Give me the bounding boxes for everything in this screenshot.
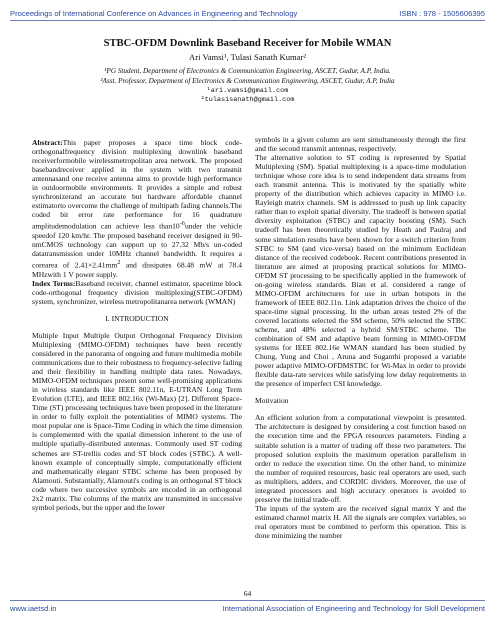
right-column — [255, 135, 466, 540]
paper-title: STBC-OFDM Downlink Baseband Receiver for Mobile WMAN — [103, 38, 392, 49]
affiliation-2: ²Asst. Professor, Department of Electronics & Communication Engineering, ASCET, Gudur, A.P, India — [100, 77, 395, 85]
abstract-text-end: and dissipates 68.48 mW at 78.4 MHzwith 1 V power supply. — [32, 260, 242, 279]
author-list: Ari Vamsi¹, Tulasi Sanath Kumar² — [189, 52, 306, 62]
association-name: International Association of Engineering and Technology for Skill Development — [222, 604, 485, 613]
email-1: ¹ari.vamsi@gmail.com — [206, 87, 289, 95]
paragraph-1: symbols in a given column are sent simultaneously through the first and the second transmit antennas, respectively. — [255, 135, 466, 154]
paragraph-2: The alternative solution to ST coding is represented by Spatial Multiplexing (SM). Spatial multiplexing is a space-time modulation technique whose core idea is to send independent data streams from each transmit antenna. This is motivated by the spatially white property of the distribution which achieves capacity in MIMO i.e. Rayleigh matrix channels. SM is addressed to push up link capacity rather than to exploit spatial diversity. The tradeoff is between spatial diversity exploitation (STBC) and capacity boosting (SM). Such tradeoff has been theoretically studied by Heath and Paulraj and some simulation results have been shown for a switch criterion from STBC to SM (and vice-versa) based on the minimum Euclidean distance of the received codebook. Recent contributions presented in literature are aimed at proposing practical solutions for MIMO-OFDM ST processing to be specifically applied in the framework of on-going wireless standards. Bian et al. considered a range of MIMO-OFDM architectures for use in urban hotspots in the framework of IEEE 802.11n. Link adaptation drives the choice of the space-time signal processing. In the urban areas tested 2% of the covered locations selected the SM scheme, 50% selected the STBC scheme, and 48% selected a hybrid SM/STBC scheme. The combination of SM and adaptive beam forming in MIMO-OFDM systems for IEEE 802.16e WMAN standard has been studied by Chung, Yung and Choi , Aruna and Suganthi proposed a variable power adaptive MIMO-OFDMSTBC for Wi-Max in order to provide flexible data-rate services while satisfying low delay requirements in the presence of imperfect CSI knowledge. — [255, 153, 466, 389]
left-column — [32, 138, 242, 512]
abstract — [32, 138, 242, 279]
paragraph-3: An efficient solution from a computational viewpoint is presented. The architecture is designed by considering a cost function based on the execution time and the FPGA resources parameters. Finding a suitable solution is a matter of trading off these two parameters. The proposed solution exploits the maximum operation parallelism in order to reduce the execution time. On the other hand, to minimize the number of required resources, basic real operators are used, such as multipliers, adders, and CORDIC dividers. Moreover, the use of integrated processors and high accuracy operators is avoided to preserve the initial trade-off. — [255, 413, 466, 504]
footer-divider — [10, 600, 485, 601]
affiliation-1: ¹PG Student, Department of Electronics & Communication Engineering, ASCET, Gudur, A.P, India. — [104, 67, 391, 75]
page-number: 64 — [243, 589, 252, 598]
abstract-superscript: -6 — [179, 220, 185, 228]
index-terms-text: Baseband receiver, channel estimator, spacetime block code-orthogonal frequency division multiplexing(STBC-OFDM) system, synchronizer, wireless metropolitanarea network (WMAN) — [32, 278, 243, 306]
motivation-heading: Motivation — [255, 396, 289, 406]
isbn: ISBN : 978 - 1505606395 — [399, 9, 485, 18]
abstract-text-cont: under the vehicle speedof 120 km/hr. The proposed baseband receiver designed in 90-nmCMOS technology can support up to 27.32 Mb/s un-coded datatransmission under 10MHz channel bandwidth. It requires a corearea of 2.41×2.41mm — [32, 221, 243, 270]
section-heading: I. INTRODUCTION — [105, 313, 169, 323]
abstract-text: This paper proposes a space time block code-orthogonalfrequency division multiplexing downlink baseband receiverformobile wirelessmetropolitan area network. The proposed basebandreceiver applied in the system with two transmit antennasand one receive antenna aims to provide high performance in outdoormobile environments. It provides a simple and robust synchronizerand an accurate but hardware affordable channel estimatorto overcome the challenge of multipath fading channels.The coded bit error rate performance for 16 quadrature amplitudemodulation can achieve less than10 — [32, 138, 242, 231]
header-divider — [10, 20, 485, 21]
paragraph-4: The inputs of the system are the received signal matrix Y and the estimated channel matrix H. All the signals are complex variables, so real operators must be combined to perform this operation. This is done minimizing the number — [255, 503, 466, 540]
index-terms-label: Index Terms: — [32, 278, 76, 288]
page-footer — [10, 604, 485, 616]
abstract-label: Abstract: — [32, 138, 63, 147]
conference-name: Proceedings of International Conference on Advances in Engineering and Technology — [10, 9, 298, 18]
index-terms — [32, 279, 242, 306]
email-2: ²tulasisanath@gmail.com — [200, 96, 295, 104]
intro-paragraph: Multiple Input Multiple Output Orthogonal Frequency Division Multiplexing (MIMO-OFDM) techniques have been recently considered in the panorama of ongoing and future multimedia mobile communications due to their robustness to frequency-selective fading and their flexibility in handling multiple data rates. Nowadays, MIMO-OFDM techniques present some well-promising applications in wireless standards like IEEE 802.11n, E-UTRAN Long Term Evolution (LTE), and IEEE 802.16x (Wi-Max) [2]. Different Space-Time (ST) processing techniques have been proposed in the literature in order to fully exploit the potentialities of MIMO systems. The most popular one is Space-Time Coding in which the time dimension is complemented with the spatial dimension inherent to the use of multiple spatially-distributed antennas. Commonly used ST coding schemes are ST-trellis codes and ST block codes (STBC). A well-known example of conceptually simple, computationally efficient and mathematically elegant STBC scheme has been proposed by Alamouti. Substantially, Alamouti's coding is an orthogonal ST block code where two successive symbols are encoded in an orthogonal 2x2 matrix. The columns of the matrix are transmitted in successive symbol periods, but the upper and the lower — [32, 330, 242, 512]
area-superscript: 2 — [117, 259, 121, 267]
website-link[interactable]: www.iaetsd.in — [10, 604, 57, 613]
